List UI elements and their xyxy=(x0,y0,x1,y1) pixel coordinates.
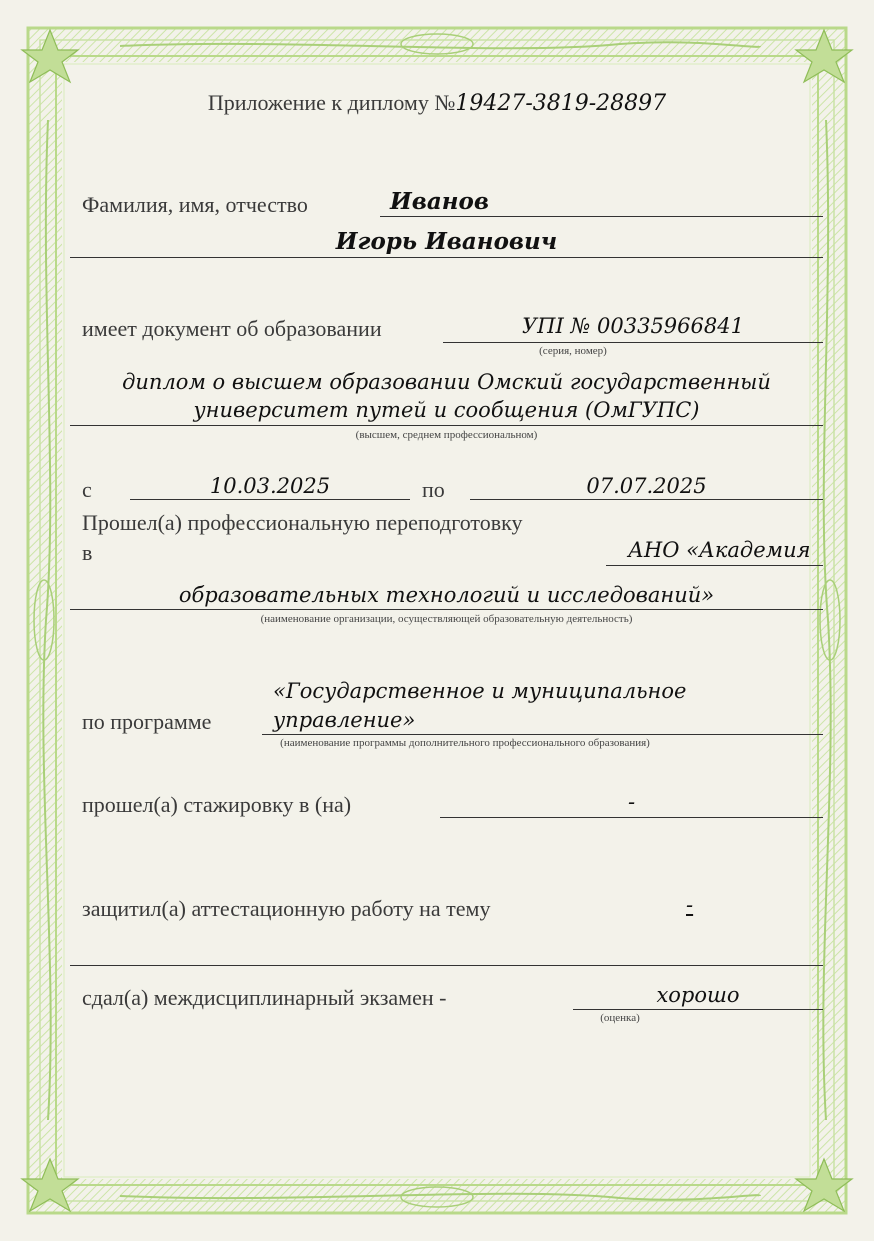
description-underline xyxy=(70,425,823,426)
internship-value: - xyxy=(627,790,636,814)
internship-label: прошел(а) стажировку в (на) xyxy=(82,792,352,817)
program-name-line1: «Государственное и муниципальное xyxy=(273,679,687,703)
exam-underline xyxy=(573,1009,823,1010)
program-hint: (наименование программы дополнительного профессионального образования) xyxy=(280,737,650,749)
surname-underline xyxy=(380,216,823,217)
exam-label: сдал(а) междисциплинарный экзамен - xyxy=(82,985,447,1010)
program-label: по программе xyxy=(82,709,212,734)
exam-grade: хорошо xyxy=(656,983,740,1007)
document-title xyxy=(0,90,874,116)
organization-line1-underline xyxy=(606,565,823,566)
period-to-date: 07.07.2025 xyxy=(586,474,707,498)
period-to-label: по xyxy=(422,477,445,502)
organization-line1: АНО «Академия xyxy=(628,538,811,562)
period-from-label: с xyxy=(82,477,92,502)
grade-hint: (оценка) xyxy=(600,1012,640,1024)
surname-value: Иванов xyxy=(390,188,489,215)
thesis-value: - xyxy=(686,893,694,917)
program-underline xyxy=(262,734,823,735)
organization-hint: (наименование организации, осуществляющей образовательную деятельность) xyxy=(260,613,633,625)
name-underline xyxy=(70,257,823,258)
education-description-line1: диплом о высшем образовании Омский государственный xyxy=(122,370,771,394)
to-underline xyxy=(470,499,823,500)
retraining-label: Прошел(а) профессиональную переподготовку xyxy=(82,510,523,535)
program-name-line2: управление» xyxy=(273,708,416,732)
organization-line2: образовательных технологий и исследований» xyxy=(178,583,715,607)
diploma-number: 19427-3819-28897 xyxy=(455,91,667,116)
full-name-label: Фамилия, имя, отчество xyxy=(82,192,308,217)
series-underline xyxy=(443,342,823,343)
period-from-date: 10.03.2025 xyxy=(209,474,331,498)
thesis-label: защитил(а) аттестационную работу на тему xyxy=(82,896,491,921)
education-doc-series-number: УПI № 00335966841 xyxy=(522,314,744,338)
from-underline xyxy=(130,499,410,500)
retraining-in-label: в xyxy=(82,540,93,565)
title-prefix: Приложение к диплому № xyxy=(207,90,456,115)
thesis-underline xyxy=(70,965,823,966)
series-hint: (серия, номер) xyxy=(539,345,607,357)
education-doc-label: имеет документ об образовании xyxy=(82,316,382,341)
level-hint: (высшем, среднем профессиональном) xyxy=(355,429,538,441)
education-description-line2: университет путей и сообщения (ОмГУПС) xyxy=(193,398,700,422)
name-patronymic-value: Игорь Иванович xyxy=(335,228,558,255)
internship-underline xyxy=(440,817,823,818)
organization-underline xyxy=(70,609,823,610)
